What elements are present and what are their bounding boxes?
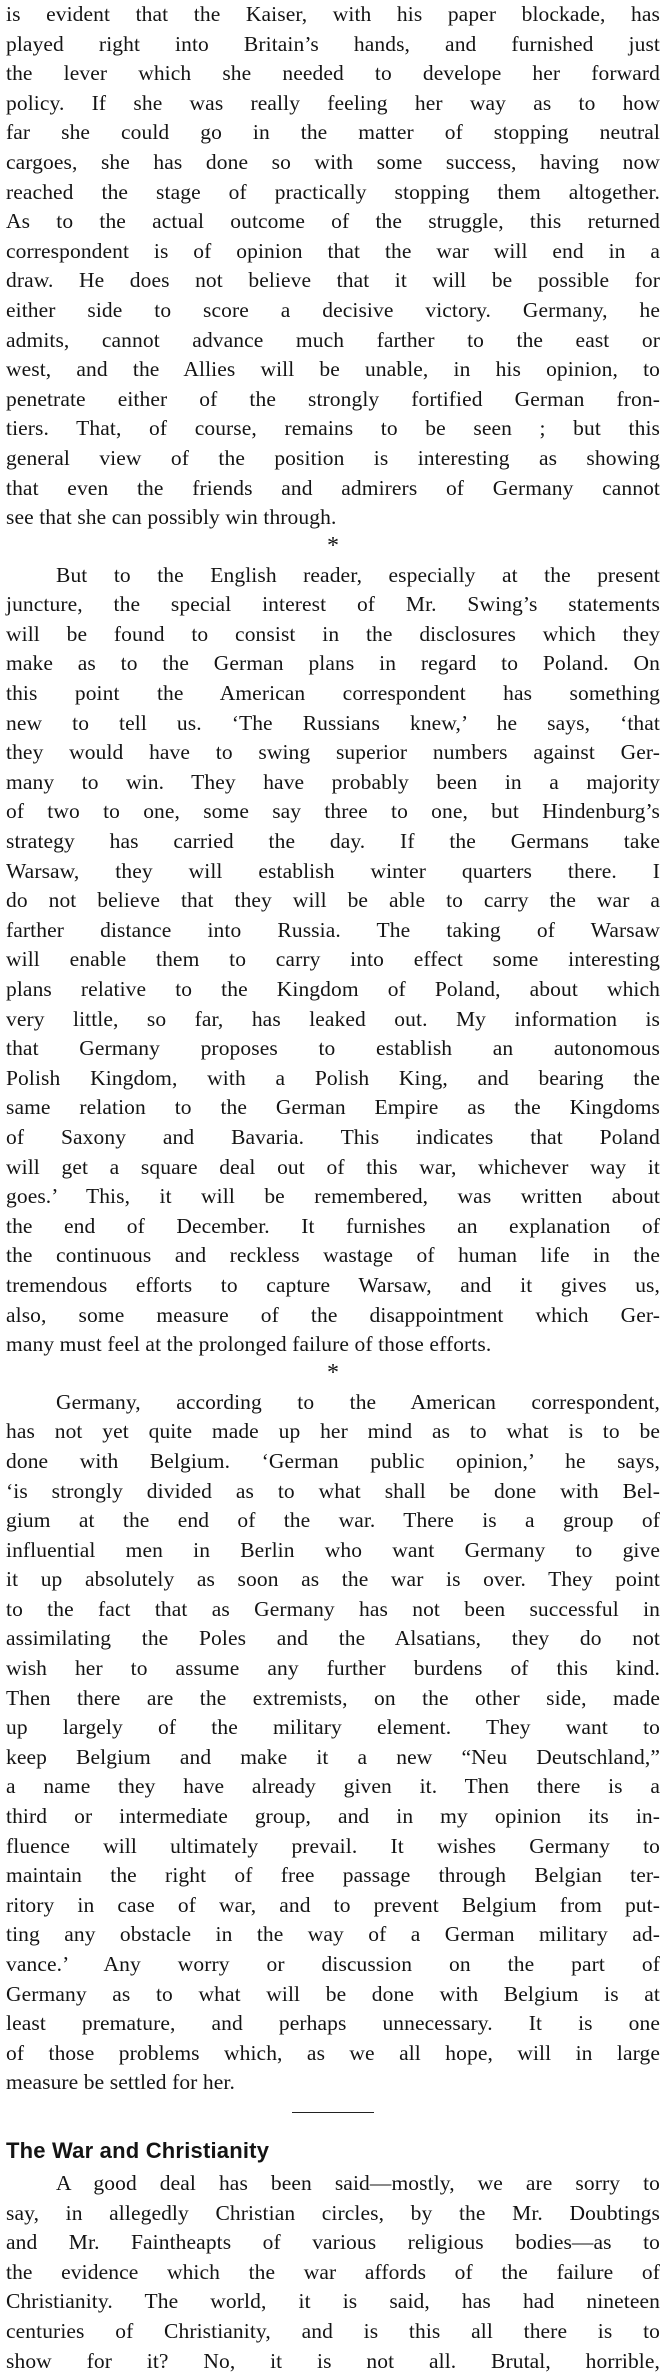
text-line: of those problems which, as we all hope, will in large xyxy=(6,2040,660,2065)
text-line: correspondent is of opinion that the war will end in a xyxy=(6,238,660,263)
text-line: Germany as to what will be done with Belgium is at xyxy=(6,1981,660,2006)
text-line: keep Belgium and make it a new “Neu Deutschland,” xyxy=(6,1744,660,1769)
text-line: this point the American correspondent has something xyxy=(6,681,660,706)
text-line: the continuous and reckless wastage of human life in the xyxy=(6,1243,660,1268)
text-line: Christianity. The world, it is said, has had nineteen xyxy=(6,2289,660,2314)
section-heading: The War and Christianity xyxy=(6,2137,270,2163)
text-line: same relation to the German Empire as the Kingdoms xyxy=(6,1095,660,1120)
text-line: vance.’ Any worry or discussion on the part of xyxy=(6,1952,660,1976)
text-line: cargoes, she has done so with some success, having now xyxy=(6,149,660,174)
text-line: maintain the right of free passage through Belgian ter- xyxy=(6,1863,660,1888)
text-line: centuries of Christianity, and is this all there is to xyxy=(6,2318,660,2343)
text-line: farther distance into Russia. The taking of Warsaw xyxy=(6,917,660,942)
text-line: do not believe that they will be able to carry the war a xyxy=(6,888,660,913)
text-line: new to tell us. ‘The Russians knew,’ he says, ‘that xyxy=(6,710,660,735)
text-line: plans relative to the Kingdom of Poland, about which xyxy=(6,977,660,1001)
text-line: that even the friends and admirers of Germany cannot xyxy=(6,475,660,500)
text-line: either side to score a decisive victory. Germany, he xyxy=(6,297,660,322)
text-line: will be found to consist in the disclosures which they xyxy=(6,621,660,646)
text-line: that Germany proposes to establish an autonomous xyxy=(6,1036,660,1061)
text-line: ritory in case of war, and to prevent Belgium from put- xyxy=(6,1892,660,1917)
text-line: of two to one, some say three to one, but Hindenburg’s xyxy=(6,799,660,824)
paragraph-kaiser-blockade xyxy=(6,0,660,533)
text-line: strategy has carried the day. If the Germans take xyxy=(6,829,660,854)
text-line: played right into Britain’s hands, and furnished just xyxy=(6,31,660,56)
text-line: show for it? No, it is not all. Brutal, horrible, xyxy=(6,2348,660,2373)
text-line: reached the stage of practically stopping them altogether. xyxy=(6,179,660,204)
text-line: ‘is strongly divided as to what shall be done with Bel- xyxy=(6,1478,660,1503)
text-line: But to the English reader, especially at the present xyxy=(56,562,660,587)
text-line: goes.’ This, it will be remembered, was written about xyxy=(6,1184,660,1209)
text-line: will enable them to carry into effect some interesting xyxy=(6,947,660,972)
text-line: to the fact that as Germany has not been successful in xyxy=(6,1596,660,1621)
text-line: admits, cannot advance much farther to the east or xyxy=(6,327,660,352)
section-separator-asterisk: * xyxy=(327,532,339,559)
text-line: Warsaw, they will establish winter quarters there. I xyxy=(6,858,660,883)
text-line: ting any obstacle in the way of a German military ad- xyxy=(6,1922,660,1947)
text-line: say, in allegedly Christian circles, by the Mr. Doubtings xyxy=(6,2200,660,2225)
text-line: fluence will ultimately prevail. It wishes Germany to xyxy=(6,1833,660,1858)
text-line: policy. If she was really feeling her way as to how xyxy=(6,90,660,115)
section-separator-asterisk: * xyxy=(327,1359,339,1386)
text-line: many to win. They have probably been in a majority xyxy=(6,769,660,794)
text-line: it up absolutely as soon as the war is over. They point xyxy=(6,1567,660,1592)
text-line: As to the actual outcome of the struggle, this returned xyxy=(6,209,660,234)
text-line: assimilating the Poles and the Alsatians, they do not xyxy=(6,1626,660,1651)
text-line: also, some measure of the disappointment which Ger- xyxy=(6,1302,660,1327)
section-divider-rule xyxy=(292,2112,374,2113)
text-line: Germany, according to the American correspondent, xyxy=(56,1389,660,1414)
text-line: third or intermediate group, and in my opinion its in- xyxy=(6,1804,660,1829)
article-column xyxy=(6,0,660,2376)
text-line: penetrate either of the strongly fortified German fron- xyxy=(6,386,660,411)
text-line: the end of December. It furnishes an explanation of xyxy=(6,1213,660,1238)
text-line: general view of the position is interesting as showing xyxy=(6,445,660,470)
text-line: and Mr. Faintheарts of various religious bodies—as to xyxy=(6,2230,660,2255)
text-line: has not yet quite made up her mind as to what is to be xyxy=(6,1419,660,1444)
text-line: influential men in Berlin who want Germany to give xyxy=(6,1537,660,1562)
text-line: west, and the Allies will be unable, in his opinion, to xyxy=(6,357,660,382)
text-line: of Saxony and Bavaria. This indicates that Poland xyxy=(6,1124,660,1149)
text-line: see that she can possibly win through. xyxy=(6,505,337,530)
text-line: many must feel at the prolonged failure of those efforts. xyxy=(6,1332,492,1357)
text-line: measure be settled for her. xyxy=(6,2070,235,2095)
text-line: Then there are the extremists, on the other side, made xyxy=(6,1685,660,1710)
text-line: gium at the end of the war. There is a group of xyxy=(6,1508,660,1533)
paragraph-belgium xyxy=(6,1388,660,2098)
text-line: done with Belgium. ‘German public opinion,’ he says, xyxy=(6,1448,660,1473)
text-line: Polish Kingdom, with a Polish King, and bearing the xyxy=(6,1065,660,1090)
text-line: the evidence which the war affords of the failure of xyxy=(6,2259,660,2284)
text-line: a name they have already given it. Then there is a xyxy=(6,1774,660,1799)
text-line: tremendous efforts to capture Warsaw, and it gives us, xyxy=(6,1272,660,1297)
paragraph-war-christianity xyxy=(6,2169,660,2376)
text-line: very little, so far, has leaked out. My information is xyxy=(6,1006,660,1031)
text-line: will get a square deal out of this war, whichever way it xyxy=(6,1154,660,1179)
text-line: they would have to swing superior numbers against Ger- xyxy=(6,740,660,765)
text-line: draw. He does not believe that it will be possible for xyxy=(6,268,660,293)
text-line: up largely of the military element. They want to xyxy=(6,1715,660,1740)
paragraph-poland-plans xyxy=(6,561,660,1360)
text-line: least premature, and perhaps unnecessary. It is one xyxy=(6,2011,660,2036)
text-line: tiers. That, of course, remains to be seen ; but this xyxy=(6,416,660,441)
text-line: far she could go in the matter of stopping neutral xyxy=(6,120,660,145)
text-line: juncture, the special interest of Mr. Swing’s statements xyxy=(6,592,660,617)
text-line: wish her to assume any further burdens of this kind. xyxy=(6,1656,660,1681)
text-line: the lever which she needed to develope her forward xyxy=(6,61,660,86)
text-line: make as to the German plans in regard to Poland. On xyxy=(6,651,660,676)
text-line: is evident that the Kaiser, with his paper blockade, has xyxy=(6,2,660,26)
text-line: A good deal has been said—mostly, we are sorry to xyxy=(56,2170,660,2195)
